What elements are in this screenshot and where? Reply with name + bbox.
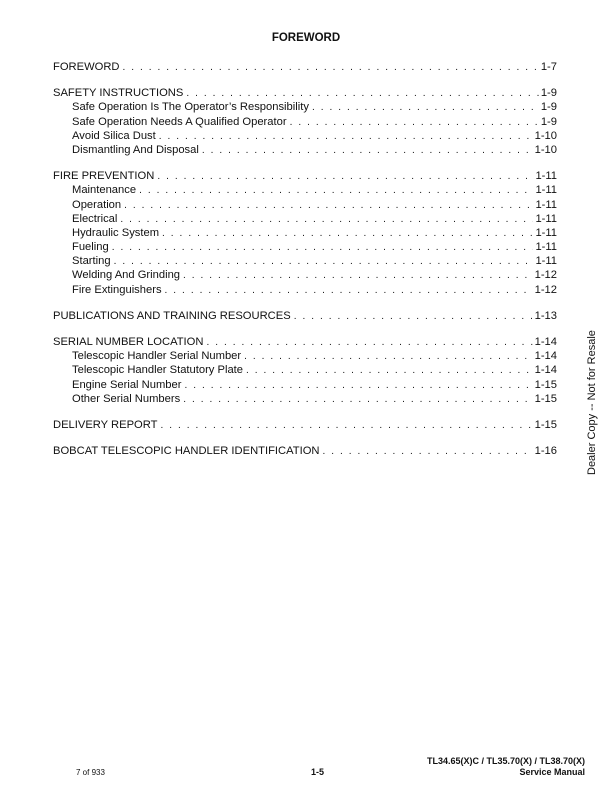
toc-subentry[interactable] [53, 143, 557, 157]
toc-entry[interactable] [53, 309, 557, 323]
toc-entry-title: Electrical [72, 212, 118, 225]
toc-entry-page: 1-12 [534, 283, 557, 296]
dot-leader [139, 184, 533, 198]
toc-subentry[interactable] [53, 198, 557, 212]
toc-entry-page: 1-15 [534, 392, 557, 405]
toc-entry-page: 1-11 [535, 255, 557, 268]
toc-entry-page: 1-12 [534, 269, 557, 282]
toc-entry[interactable] [53, 86, 557, 100]
toc-subentry[interactable] [53, 240, 557, 254]
dot-leader [114, 255, 534, 269]
footer-manual-title: Service Manual [519, 767, 585, 777]
dot-leader [159, 130, 533, 144]
toc-entry-page: 1-11 [535, 212, 557, 225]
dot-leader [294, 310, 533, 324]
dot-leader [124, 199, 533, 213]
footer-models: TL34.65(X)C / TL35.70(X) / TL38.70(X) [426, 756, 585, 766]
toc-entry-page: 1-13 [534, 309, 557, 322]
toc-entry-page: 1-9 [540, 101, 557, 114]
toc-subentry[interactable] [53, 226, 557, 240]
toc-section [53, 86, 557, 157]
toc-subentry[interactable] [53, 363, 557, 377]
toc-section [53, 169, 557, 297]
toc-entry-title: FOREWORD [53, 61, 120, 73]
toc-subentry[interactable] [53, 283, 557, 297]
dot-leader [246, 364, 533, 378]
dot-leader [120, 213, 533, 227]
dot-leader [165, 284, 533, 298]
toc-entry-title: Hydraulic System [72, 226, 160, 239]
toc-subentry[interactable] [53, 378, 557, 392]
toc-entry-page: 1-9 [540, 87, 557, 100]
toc-entry-title: FIRE PREVENTION [53, 170, 155, 183]
toc-section [53, 335, 557, 406]
toc-entry-page: 1-11 [535, 184, 557, 197]
dot-leader [183, 393, 532, 407]
toc-entry-title: Fueling [72, 241, 109, 254]
dot-leader [290, 116, 539, 130]
toc-entry-title: Maintenance [72, 184, 137, 197]
toc-entry-title: Safe Operation Needs A Qualified Operator [72, 115, 287, 128]
toc-entry-title: Engine Serial Number [72, 378, 182, 391]
toc-section [53, 418, 557, 432]
footer-page-number: 1-5 [311, 767, 325, 777]
toc-entry-title: Welding And Grinding [72, 269, 181, 282]
toc-entry-page: 1-9 [540, 115, 557, 128]
toc-subentry[interactable] [53, 115, 557, 129]
toc-subentry[interactable] [53, 349, 557, 363]
toc-entry[interactable] [53, 335, 557, 349]
toc-entry-page: 1-11 [535, 241, 557, 254]
page-title: FOREWORD [271, 32, 341, 44]
toc-subentry[interactable] [53, 100, 557, 114]
toc-subentry[interactable] [53, 129, 557, 143]
toc-section [53, 309, 557, 323]
toc-subentry[interactable] [53, 212, 557, 226]
toc-section [53, 60, 557, 74]
dot-leader [162, 227, 533, 241]
toc-entry-page: 1-16 [534, 445, 557, 458]
toc-entry[interactable] [53, 60, 557, 74]
toc-entry[interactable] [53, 418, 557, 432]
dot-leader [184, 379, 532, 393]
dot-leader [123, 61, 539, 75]
toc-entry-title: Safe Operation Is The Operator’s Responsibility [72, 101, 309, 114]
toc-entry-title: Other Serial Numbers [72, 392, 181, 405]
toc-entry-title: Operation [72, 198, 122, 211]
dot-leader [157, 170, 533, 184]
toc-entry-title: DELIVERY REPORT [53, 418, 158, 431]
toc-entry-page: 1-15 [534, 378, 557, 391]
dot-leader [202, 144, 533, 158]
toc-subentry[interactable] [53, 183, 557, 197]
footer-manual-info [427, 756, 585, 778]
toc-entry-page: 1-11 [535, 226, 557, 239]
dot-leader [244, 350, 532, 364]
dealer-copy-watermark: Dealer Copy -- Not for Resale [586, 330, 598, 475]
toc-entry-page: 1-10 [534, 143, 557, 156]
toc-entry-page: 1-7 [540, 61, 557, 73]
toc-entry-title: BOBCAT TELESCOPIC HANDLER IDENTIFICATION [53, 445, 320, 458]
toc-entry[interactable] [53, 169, 557, 183]
toc-entry-title: Dismantling And Disposal [72, 143, 199, 156]
footer-page-count: 7 of 933 [76, 768, 105, 777]
dot-leader [322, 445, 532, 459]
toc-entry-title: Telescopic Handler Statutory Plate [72, 364, 244, 377]
dot-leader [183, 269, 533, 283]
toc-entry-title: PUBLICATIONS AND TRAINING RESOURCES [53, 309, 291, 322]
toc-subentry[interactable] [53, 268, 557, 282]
dot-leader [160, 419, 532, 433]
toc-entry[interactable] [53, 444, 557, 458]
toc-entry-title: Fire Extinguishers [72, 283, 162, 296]
toc-entry-page: 1-15 [534, 418, 557, 431]
toc-entry-title: SAFETY INSTRUCTIONS [53, 87, 184, 100]
toc-section [53, 444, 557, 458]
toc-entry-title: SERIAL NUMBER LOCATION [53, 336, 204, 348]
toc-subentry[interactable] [53, 392, 557, 406]
dot-leader [312, 101, 539, 115]
toc-entry-page: 1-14 [534, 364, 557, 377]
toc-entry-title: Telescopic Handler Serial Number [72, 350, 242, 363]
dot-leader [112, 241, 534, 255]
toc-entry-page: 1-14 [534, 350, 557, 363]
toc-entry-page: 1-11 [535, 198, 557, 211]
dot-leader [206, 336, 532, 350]
dot-leader [186, 87, 539, 101]
toc-entry-title: Starting [72, 255, 111, 268]
toc-entry-page: 1-11 [535, 170, 557, 183]
toc-subentry[interactable] [53, 254, 557, 268]
table-of-contents [53, 60, 557, 470]
toc-entry-page: 1-10 [534, 129, 557, 142]
toc-entry-title: Avoid Silica Dust [72, 129, 156, 142]
toc-entry-page: 1-14 [534, 336, 557, 348]
